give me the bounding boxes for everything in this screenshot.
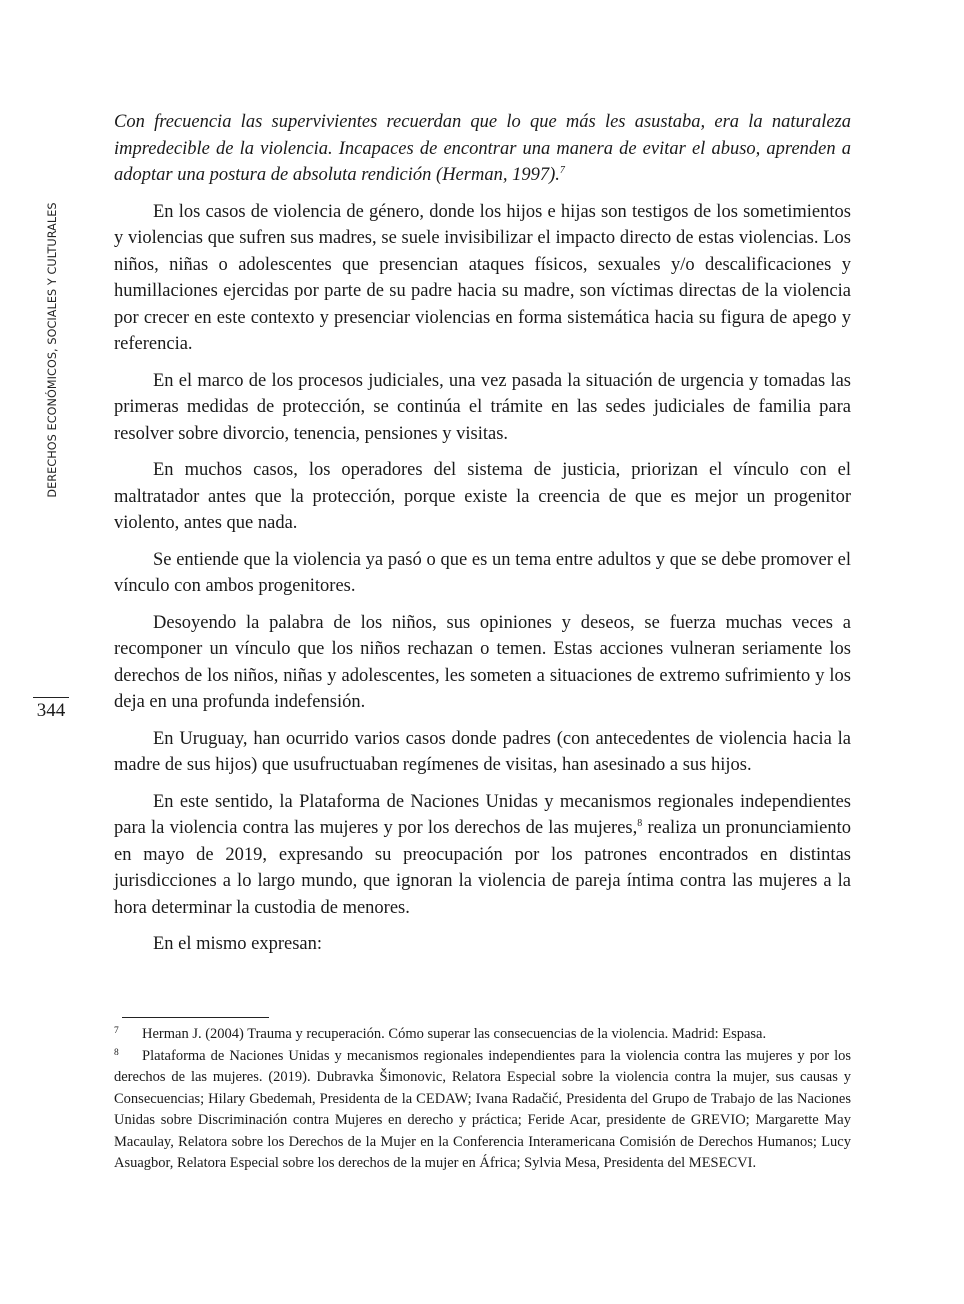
footnote-8	[114, 1046, 851, 1175]
footnote-mark: 8	[114, 1047, 119, 1058]
footnote-separator	[122, 1017, 269, 1018]
footnote-ref-8: 8	[637, 817, 643, 829]
page-number-rule	[33, 697, 69, 698]
body-text	[114, 109, 851, 968]
footnotes	[114, 1024, 851, 1175]
footnote-text: Plataforma de Naciones Unidas y mecanismos regionales independientes para la violencia contra las mujeres y por los derechos de las mujeres. (2019). Dubravka Šimonovic, Relatora Especial sobre la violencia contra la mujer, sus causas y Consecuencias; Hilary Gbedemah, Presidenta de la CEDAW; Ivana Radačić, Presidenta del Grupo de Trabajo de las Naciones Unidas sobre Discriminación contra Mujeres en derecho y práctica; Feride Acar, presidente de GREVIO; Margarette May Macaulay, Relatora sobre los Derechos de la Mujer en la Conferencia Interamericana Comisión de Derechos Humanos; Lucy Asuagbor, Relatora Especial sobre los derechos de la mujer en África; Sylvia Mesa, Presidenta del MESECVI.	[114, 1047, 851, 1171]
paragraph-2: En el marco de los procesos judiciales, una vez pasada la situación de urgencia y tomadas las primeras medidas de protección, se continúa el trámite en las sedes judiciales de familia para resolver sobre divorcio, tenencia, pensiones y visitas.	[114, 370, 851, 444]
footnote-7	[114, 1024, 851, 1046]
footnote-ref-7: 7	[559, 164, 565, 176]
footnote-text: Herman J. (2004) Trauma y recuperación. Cómo superar las consecuencias de la violencia. Madrid: Espasa.	[142, 1026, 767, 1042]
paragraph-7-end: realiza un pronunciamiento en mayo de 2019, expresando su preocupación por los patrones encontrados en distintas jurisdicciones a lo largo mundo, que ignoran la violencia de pareja íntima contra las mujeres a la hora determinar la custodia de menores.	[114, 818, 852, 918]
paragraph-7	[114, 789, 851, 922]
running-section-title: DERECHOS ECONÓMICOS, SOCIALES Y CULTURALES	[46, 202, 59, 498]
footnote-mark: 7	[114, 1026, 119, 1036]
paragraph-7-start: En este sentido, la Plataforma de Naciones Unidas y mecanismos regionales independientes para la violencia contra las mujeres y por los derechos de las mujeres,	[114, 791, 851, 838]
paragraph-3: En muchos casos, los operadores del sistema de justicia, priorizan el vínculo con el maltratador antes que la protección, porque existe la creencia de que es mejor un progenitor violento, antes que nada.	[114, 460, 851, 533]
paragraph-6: En Uruguay, han ocurrido varios casos donde padres (con antecedentes de violencia hacia la madre de sus hijos) que usufructuaban regímenes de visitas, han asesinado a sus hijos.	[114, 728, 851, 775]
paragraph-4: Se entiende que la violencia ya pasó o que es un tema entre adultos y que se debe promover el vínculo con ambos progenitores.	[114, 549, 851, 596]
page-number: 344	[36, 700, 66, 721]
paragraph-1: En los casos de violencia de género, donde los hijos e hijas son testigos de los sometimientos y violencias que sufren sus madres, se suele invisibilizar el impacto directo de estas violencias. Los niños, niñas o adolescentes que presencian ataques físicos, sexuales y/o descalificaciones y humillaciones ejercidas por parte de su padre hacia su madre, son víctimas directas de la violencia por crecer en este contexto y presenciar violencias en forma sistemática hacia su figura de apego y referencia.	[114, 201, 851, 354]
block-quote	[114, 109, 851, 189]
paragraph-5: Desoyendo la palabra de los niños, sus opiniones y deseos, se fuerza muchas veces a recomponer un vínculo que los niños rechazan o temen. Estas acciones vulneran seriamente los derechos de los niños, niñas y adolescentes, les someten a situaciones de extremo sufrimiento y los deja en una profunda indefensión.	[114, 612, 851, 712]
paragraph-8: En el mismo expresan:	[153, 934, 323, 954]
quote-text: Con frecuencia las supervivientes recuerdan que lo que más les asustaba, era la naturaleza impredecible de la violencia. Incapaces de encontrar una manera de evitar el abuso, aprenden a adoptar una postura de absoluta rendición (Herman, 1997).	[114, 112, 851, 185]
